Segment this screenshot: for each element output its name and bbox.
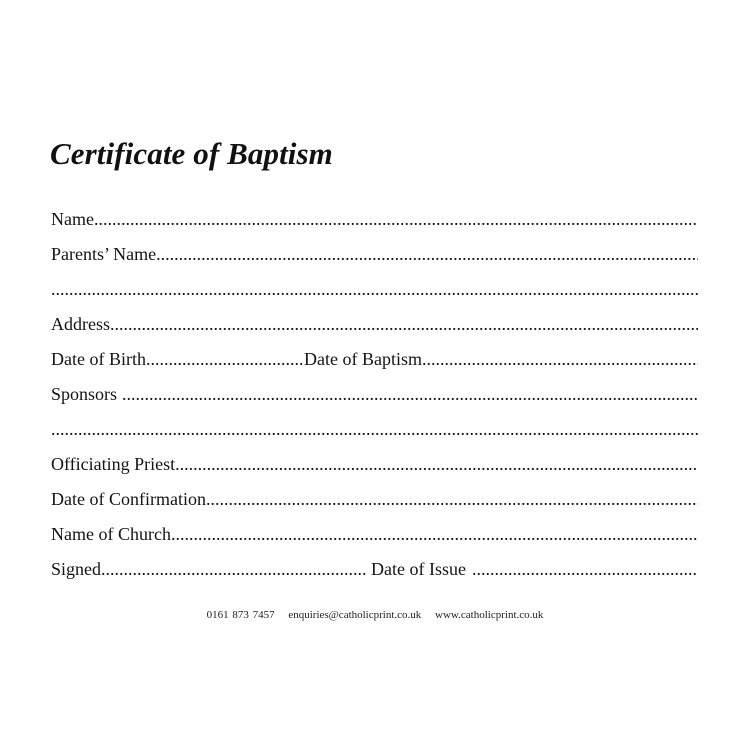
field-label-date-of-baptism: Date of Baptism — [303, 349, 422, 369]
field-row-officiating-priest — [51, 451, 698, 486]
footer-website: www.catholicprint.co.uk — [435, 609, 544, 621]
field-row-name — [51, 206, 698, 241]
field-row-sponsors-continued — [51, 416, 698, 451]
field-label-parents-name: Parents’ Name — [51, 244, 157, 264]
footer-email: enquiries@catholicprint.co.uk — [288, 609, 422, 621]
fill-in-line-date-of-confirmation[interactable] — [206, 486, 698, 512]
fill-in-line-address[interactable] — [110, 311, 698, 337]
fill-in-line-parents-name[interactable] — [156, 241, 698, 267]
fill-in-line-parents-name-continued[interactable] — [51, 276, 698, 302]
field-row-name-of-church — [51, 521, 698, 556]
fill-in-line-name[interactable] — [94, 206, 698, 232]
field-row-dates — [51, 346, 698, 381]
fill-in-line-signed[interactable] — [101, 556, 366, 582]
field-row-signed — [51, 556, 698, 591]
field-label-sponsors: Sponsors — [51, 384, 118, 404]
fill-in-line-date-of-issue[interactable] — [472, 556, 698, 582]
field-label-name-of-church: Name of Church — [51, 524, 171, 544]
field-row-sponsors — [51, 381, 698, 416]
certificate-form — [51, 206, 698, 591]
footer-phone: 0161 873 7457 — [206, 609, 275, 621]
field-row-parents-name-continued — [51, 276, 698, 311]
fill-in-line-officiating-priest[interactable] — [175, 451, 698, 477]
field-row-date-of-confirmation — [51, 486, 698, 521]
field-label-address: Address — [51, 314, 110, 334]
field-row-parents-name — [51, 241, 698, 276]
field-label-date-of-confirmation: Date of Confirmation — [51, 489, 206, 509]
field-label-officiating-priest: Officiating Priest — [51, 454, 176, 474]
fill-in-line-date-of-birth[interactable] — [146, 346, 304, 372]
field-label-date-of-issue: Date of Issue — [371, 559, 466, 579]
field-row-address — [51, 311, 698, 346]
field-label-signed: Signed — [51, 559, 102, 579]
fill-in-line-name-of-church[interactable] — [171, 521, 698, 547]
certificate-title: Certificate of Baptism — [50, 136, 333, 171]
fill-in-line-sponsors[interactable] — [122, 381, 698, 407]
contact-footer — [0, 607, 750, 623]
field-label-date-of-birth: Date of Birth — [51, 349, 146, 369]
field-label-name: Name — [51, 209, 94, 229]
fill-in-line-date-of-baptism[interactable] — [422, 346, 698, 372]
fill-in-line-sponsors-continued[interactable] — [51, 416, 698, 442]
